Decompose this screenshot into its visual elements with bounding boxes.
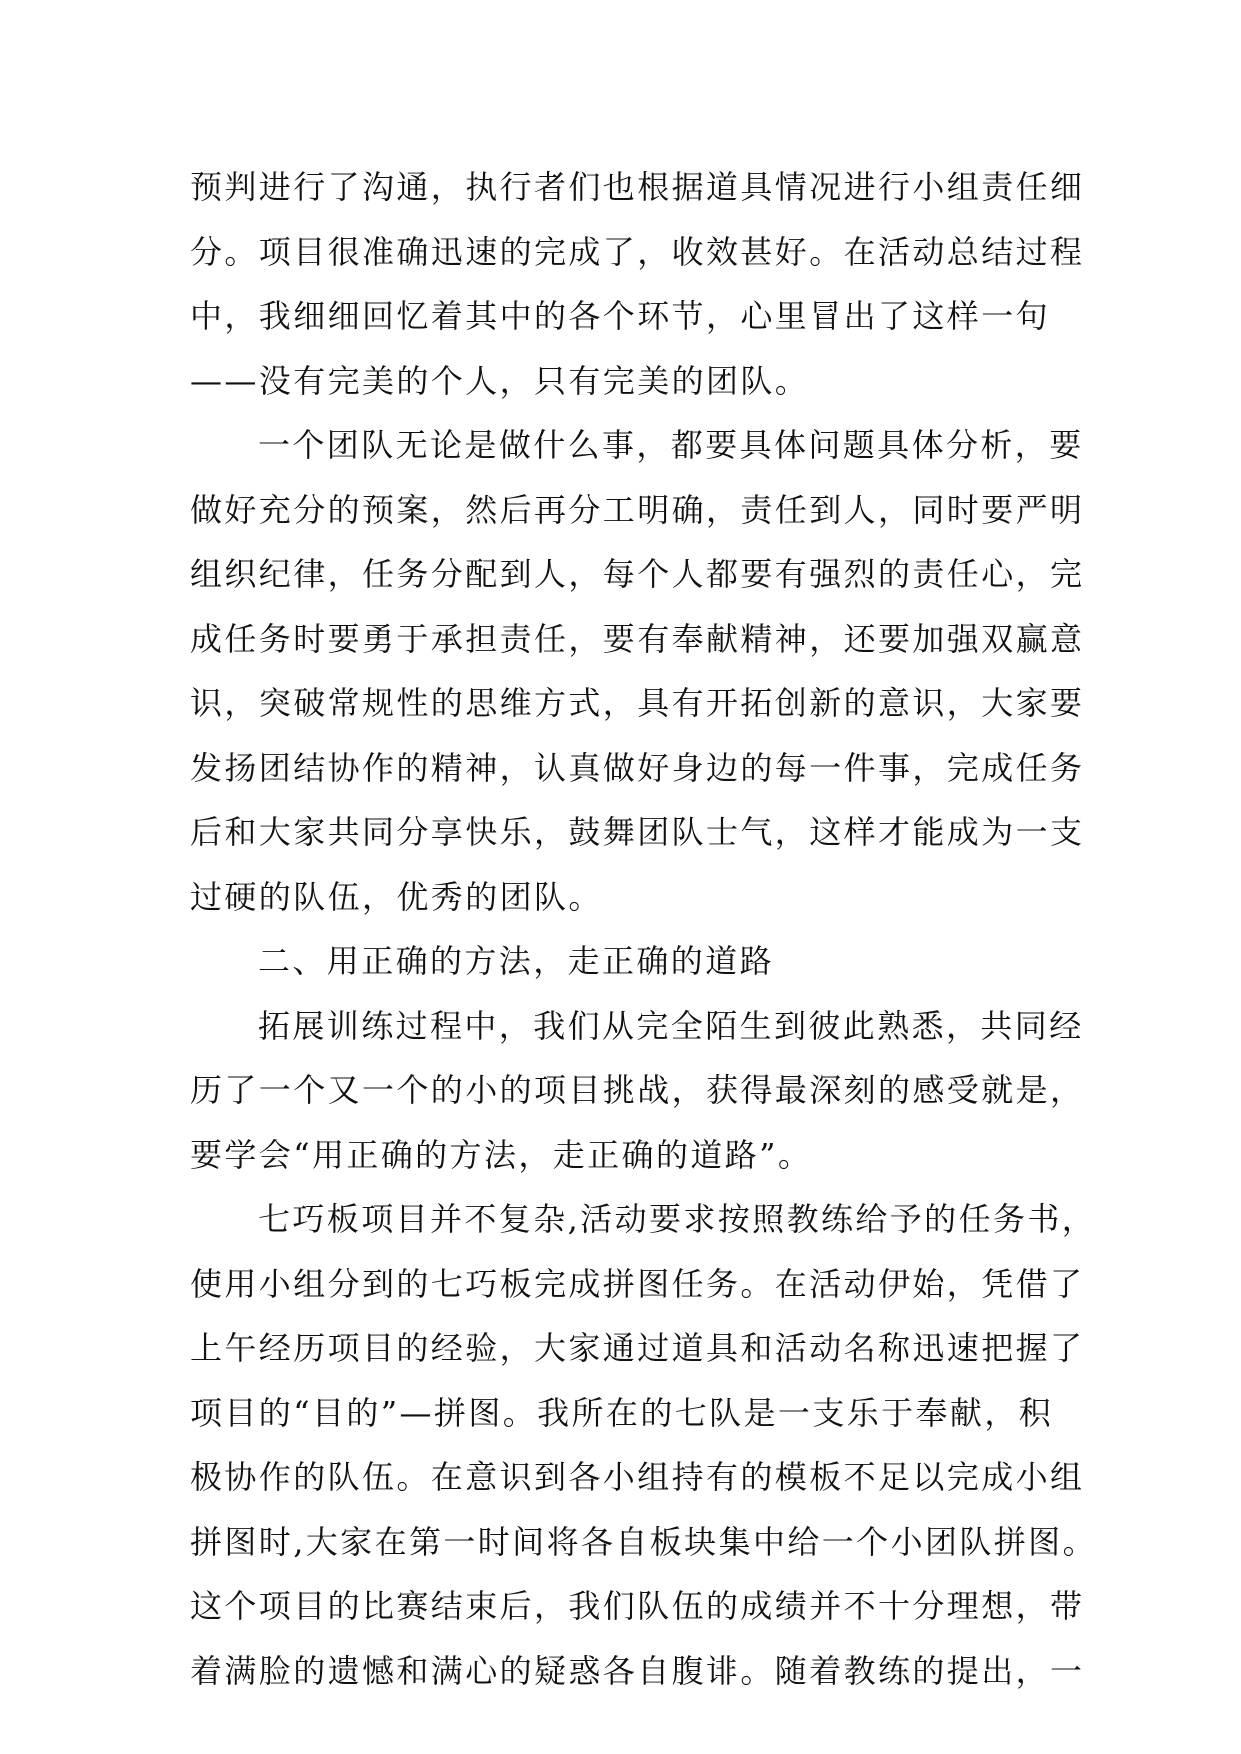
text-line: 分。项目很准确迅速的完成了，收效甚好。在活动总结过程 <box>190 232 1085 271</box>
document-body <box>190 155 1097 1703</box>
text-line: 要学会“用正确的方法，走正确的道路”。 <box>190 1135 813 1174</box>
text-line: 这个项目的比赛结束后，我们队伍的成绩并不十分理想，带 <box>190 1587 1085 1625</box>
text-line: ——没有完美的个人，只有完美的团队。 <box>190 361 810 400</box>
paragraph-first-line: 一个团队无论是做什么事，都要具体问题具体分析，要 <box>258 426 1084 464</box>
text-line: 后和大家共同分享快乐，鼓舞团队士气，这样才能成为一支 <box>190 813 1085 851</box>
paragraph-first-line: 七巧板项目并不复杂,活动要求按照教练给予的任务书， <box>258 1200 1097 1238</box>
text-line: 极协作的队伍。在意识到各小组持有的模板不足以完成小组 <box>190 1458 1085 1496</box>
paragraph-first-line: 拓展训练过程中，我们从完全陌生到彼此熟悉，共同经 <box>258 1006 1084 1045</box>
section-heading: 二、用正确的方法，走正确的道路 <box>258 942 775 980</box>
text-line: 拼图时,大家在第一时间将各自板块集中给一个小团队拼图。 <box>190 1522 1097 1561</box>
text-line: 成任务时要勇于承担责任，要有奉献精神，还要加强双赢意 <box>190 619 1085 658</box>
text-line: 发扬团结协作的精神，认真做好身边的每一件事，完成任务 <box>190 748 1085 787</box>
text-line: 上午经历项目的经验，大家通过道具和活动名称迅速把握了 <box>190 1329 1085 1367</box>
text-line: 组织纪律，任务分配到人，每个人都要有强烈的责任心，完 <box>190 555 1085 593</box>
text-line: 项目的“目的”—拼图。我所在的七队是一支乐于奉献，积 <box>190 1393 1054 1432</box>
text-line: 过硬的队伍，优秀的团队。 <box>190 877 603 916</box>
text-line: 识，突破常规性的思维方式，具有开拓创新的意识，大家要 <box>190 684 1085 722</box>
text-line: 着满脸的遗憾和满心的疑惑各自腹诽。随着教练的提出，一 <box>190 1651 1085 1690</box>
text-line: 使用小组分到的七巧板完成拼图任务。在活动伊始，凭借了 <box>190 1264 1085 1303</box>
text-line: 做好充分的预案，然后再分工明确，责任到人，同时要严明 <box>190 490 1085 529</box>
text-line: 中，我细细回忆着其中的各个环节，心里冒出了这样一句 <box>190 297 1051 335</box>
text-line: 预判进行了沟通，执行者们也根据道具情况进行小组责任细 <box>190 168 1085 206</box>
text-line: 历了一个又一个的小的项目挑战，获得最深刻的感受就是， <box>190 1071 1085 1109</box>
